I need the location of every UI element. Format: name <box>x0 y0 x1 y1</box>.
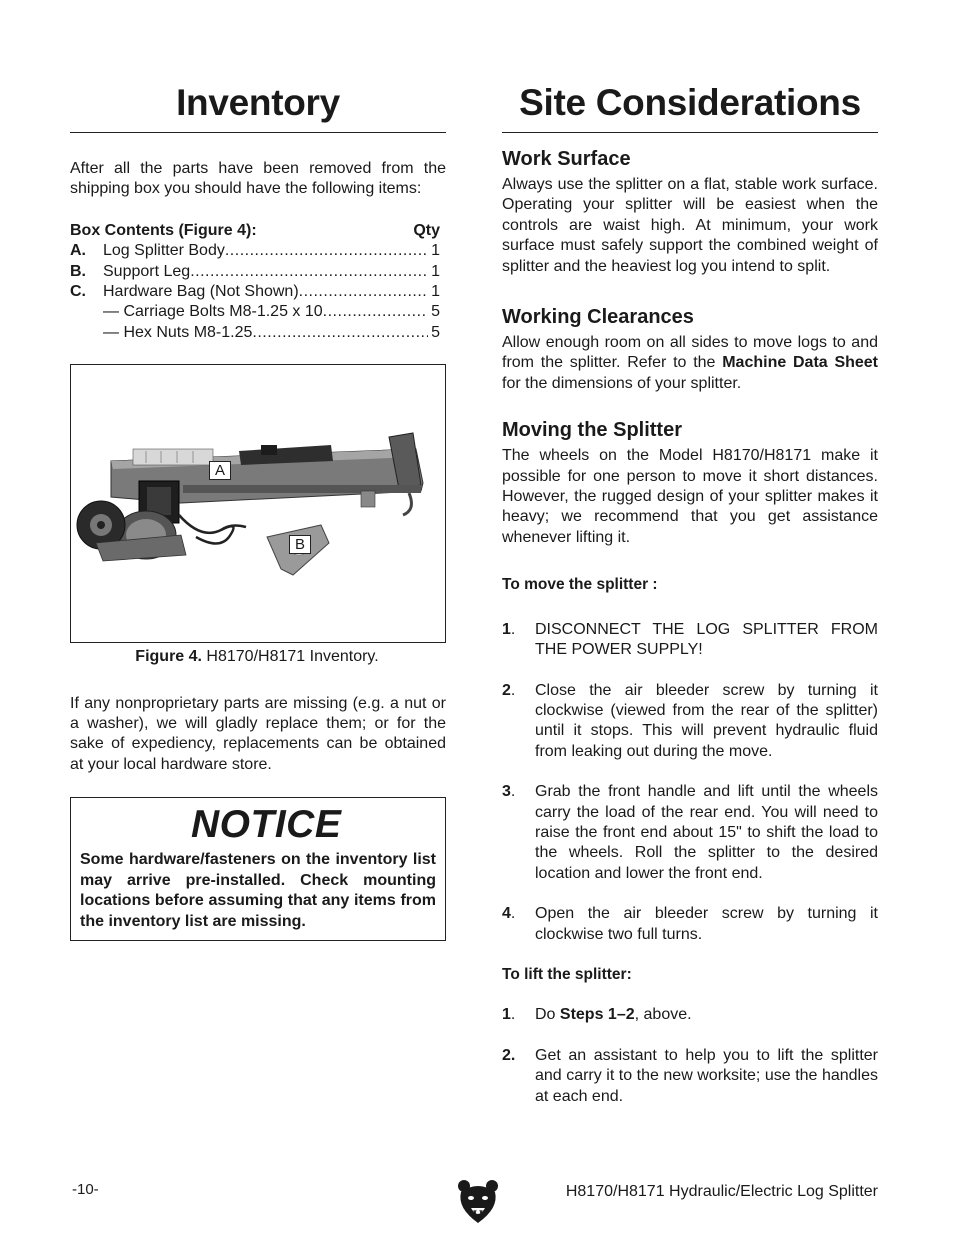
step-text: Grab the front handle and lift until the wheels carry the load of the rear end. You will need to raise the front end about 15" to shift the load to the wheels. Roll the splitter to the desired location and lower the front end. <box>535 783 878 882</box>
notice-title: NOTICE <box>191 803 342 847</box>
step-item: 1. Do Steps 1–2, above. <box>502 1005 878 1025</box>
step-item: 1. DISCONNECT THE LOG SPLITTER FROM THE POWER SUPPLY! <box>502 620 878 661</box>
inventory-subitem <box>70 302 440 322</box>
to-lift-heading: To lift the splitter: <box>502 965 632 983</box>
step-text-part: , above. <box>634 1006 692 1024</box>
title-rule <box>502 132 878 133</box>
lift-steps <box>502 1005 878 1107</box>
move-steps <box>502 620 878 945</box>
working-clearances-heading: Working Clearances <box>502 306 694 329</box>
item-label: Support Leg <box>103 262 191 280</box>
inventory-item <box>70 282 440 302</box>
inventory-item <box>70 262 440 282</box>
box-contents-header <box>70 221 440 241</box>
working-clearances-text <box>502 333 878 394</box>
inventory-list <box>70 241 446 343</box>
item-qty: 1 <box>431 242 440 260</box>
title-rule <box>70 132 446 133</box>
inventory-subitem <box>70 323 440 343</box>
bear-logo-icon <box>457 1178 499 1224</box>
steps-reference: Steps 1–2 <box>559 1006 635 1024</box>
step-item: 2. Close the air bleeder screw by turning it clockwise (viewed from the rear of the splitter) until it stops. This will prevent hydraulic fluid from leaking out during the move. <box>502 681 878 763</box>
figure-label-a: A <box>209 461 231 480</box>
figure-caption <box>70 647 446 667</box>
site-considerations-title: Site Considerations <box>519 82 861 123</box>
notice-text: Some hardware/fasteners on the inventory list may arrive pre-installed. Check mounting locations before assuming that any items from the inventory list are missing. <box>80 851 436 930</box>
step-number: 1 <box>502 1006 511 1024</box>
step-number: 2. <box>502 1046 516 1064</box>
step-text: Close the air bleeder screw by turning it clockwise (viewed from the rear of the splitter) until it stops. This will prevent hydraulic fluid from leaking out during the move. <box>535 681 878 760</box>
page-number: -10- <box>72 1181 99 1198</box>
step-number: 1 <box>502 620 511 638</box>
step-text: Get an assistant to help you to lift the splitter and carry it to the new worksite; use the handles at each end. <box>535 1046 878 1105</box>
notice-box <box>70 797 446 941</box>
right-column <box>502 80 878 1107</box>
subitem-qty: 5 <box>431 303 440 321</box>
moving-splitter-heading: Moving the Splitter <box>502 419 682 442</box>
leader-dots <box>190 262 428 282</box>
subitem-qty: 5 <box>431 323 440 341</box>
item-label: Hardware Bag (Not Shown) <box>103 283 299 301</box>
leader-dots <box>252 323 428 343</box>
log-splitter-photo <box>71 365 444 641</box>
figure-caption-label: Figure 4. <box>135 648 202 666</box>
box-contents-label: Box Contents (Figure 4): <box>70 221 257 239</box>
figure-label-b: B <box>289 535 311 554</box>
item-letter: A. <box>70 242 86 260</box>
moving-splitter-text: The wheels on the Model H8170/H8171 make it possible for one person to move it short distances. However, the rugged design of your splitter makes it heavy; we recommend that you get assistance whenever lifting it. <box>502 447 878 546</box>
inventory-item <box>70 241 440 261</box>
leader-dots <box>299 282 428 302</box>
item-qty: 1 <box>431 283 440 301</box>
missing-parts-paragraph: If any nonproprietary parts are missing (e.g. a nut or a washer), we will gladly replace them; or for the sake of expediency, replacements can be obtained at your local hardware store. <box>70 694 446 773</box>
step-item: 4. Open the air bleeder screw by turning it clockwise two full turns. <box>502 904 878 945</box>
work-surface-text: Always use the splitter on a flat, stable work surface. Operating your splitter will be easiest when the controls are waist high. At minimum, your work surface must safely support the combined weight of splitter and the heaviest log you intend to split. <box>502 176 878 275</box>
step-number: 4 <box>502 905 511 923</box>
step-text-part: Do <box>535 1006 560 1024</box>
clearances-text-part: Allow enough room on all sides to move logs to and from the splitter. Refer to the <box>502 334 878 372</box>
left-column <box>70 80 446 941</box>
subitem-label: — Hex Nuts M8-1.25 <box>103 323 253 341</box>
item-letter: B. <box>70 262 86 280</box>
step-item: 3. Grab the front handle and lift until the wheels carry the load of the rear end. You will need to raise the front end about 15" to shift the load to the wheels. Roll the splitter to the desired location and lower the front end. <box>502 782 878 884</box>
to-move-heading: To move the splitter : <box>502 576 658 594</box>
step-text: DISCONNECT THE LOG SPLITTER FROM THE POWER SUPPLY! <box>535 620 878 659</box>
inventory-title: Inventory <box>176 82 340 123</box>
inventory-figure <box>70 364 446 643</box>
item-letter: C. <box>70 283 86 301</box>
item-label: Log Splitter Body <box>103 242 225 260</box>
step-number: 2 <box>502 681 511 699</box>
subitem-label: — Carriage Bolts M8-1.25 x 10 <box>103 303 323 321</box>
step-text <box>535 1005 878 1025</box>
document-title: H8170/H8171 Hydraulic/Electric Log Splitter <box>565 1183 878 1200</box>
step-number: 3 <box>502 783 511 801</box>
item-qty: 1 <box>431 262 440 280</box>
inventory-intro: After all the parts have been removed from the shipping box you should have the following items: <box>70 160 446 198</box>
step-text: Open the air bleeder screw by turning it clockwise two full turns. <box>535 905 878 943</box>
clearances-text-part: for the dimensions of your splitter. <box>502 374 742 392</box>
work-surface-heading: Work Surface <box>502 148 631 170</box>
machine-data-sheet-ref: Machine Data Sheet <box>722 354 879 372</box>
qty-label: Qty <box>413 221 440 239</box>
leader-dots <box>323 302 428 322</box>
step-item <box>502 1046 878 1107</box>
leader-dots <box>225 241 428 261</box>
figure-caption-text: H8170/H8171 Inventory. <box>201 648 379 666</box>
